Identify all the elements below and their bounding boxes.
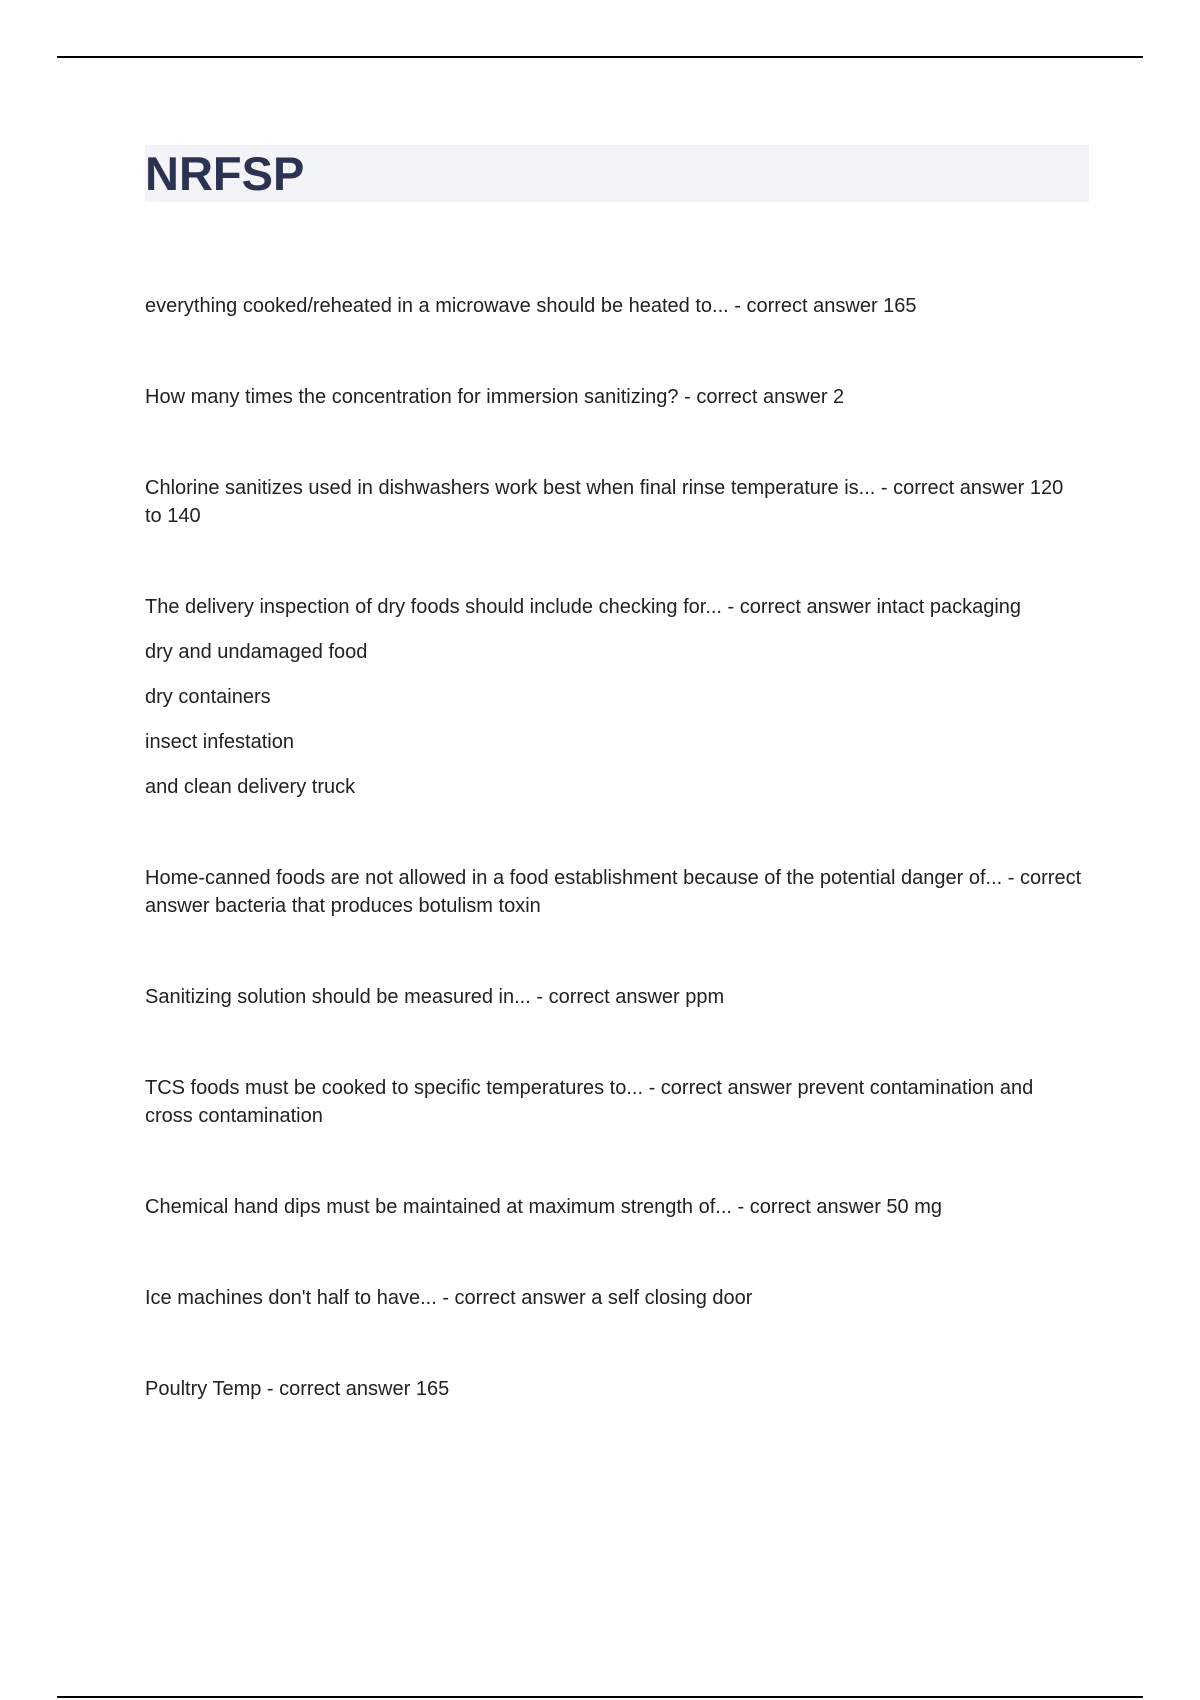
question-item (145, 1074, 1085, 1130)
question-text: How many times the concentration for immersion sanitizing? - correct answer 2 (145, 386, 845, 408)
answer-line: dry and undamaged food (145, 641, 368, 663)
question-text: TCS foods must be cooked to specific temperatures to... - correct answer prevent contamination and cross contamination (145, 1077, 1034, 1127)
question-text: Poultry Temp - correct answer 165 (145, 1378, 450, 1400)
title-band (145, 145, 1089, 202)
question-item (145, 864, 1085, 920)
document-title: NRFSP (145, 147, 305, 200)
question-text: Chemical hand dips must be maintained at maximum strength of... - correct answer 50 mg (145, 1196, 943, 1218)
answer-line: and clean delivery truck (145, 776, 356, 798)
question-item (145, 1284, 1085, 1312)
top-rule (57, 56, 1143, 58)
question-item (145, 1375, 1085, 1403)
question-text: Ice machines don't half to have... - correct answer a self closing door (145, 1287, 753, 1309)
question-text: Chlorine sanitizes used in dishwashers work best when final rinse temperature is... - correct answer 120 to 140 (145, 477, 1064, 527)
bottom-rule (57, 1696, 1143, 1698)
question-text: Home-canned foods are not allowed in a food establishment because of the potential danger of... - correct answer bacteria that produces botulism toxin (145, 867, 1082, 917)
answer-line: insect infestation (145, 731, 294, 753)
question-item (145, 593, 1085, 801)
question-text: Sanitizing solution should be measured in... - correct answer ppm (145, 986, 725, 1008)
question-list (145, 292, 1085, 1466)
question-item (145, 983, 1085, 1011)
question-text: everything cooked/reheated in a microwave should be heated to... - correct answer 165 (145, 295, 917, 317)
question-item (145, 383, 1085, 411)
answer-line: dry containers (145, 686, 271, 708)
question-item (145, 292, 1085, 320)
question-item (145, 1193, 1085, 1221)
question-item (145, 474, 1085, 530)
question-text: The delivery inspection of dry foods should include checking for... - correct answer intact packaging (145, 596, 1022, 618)
